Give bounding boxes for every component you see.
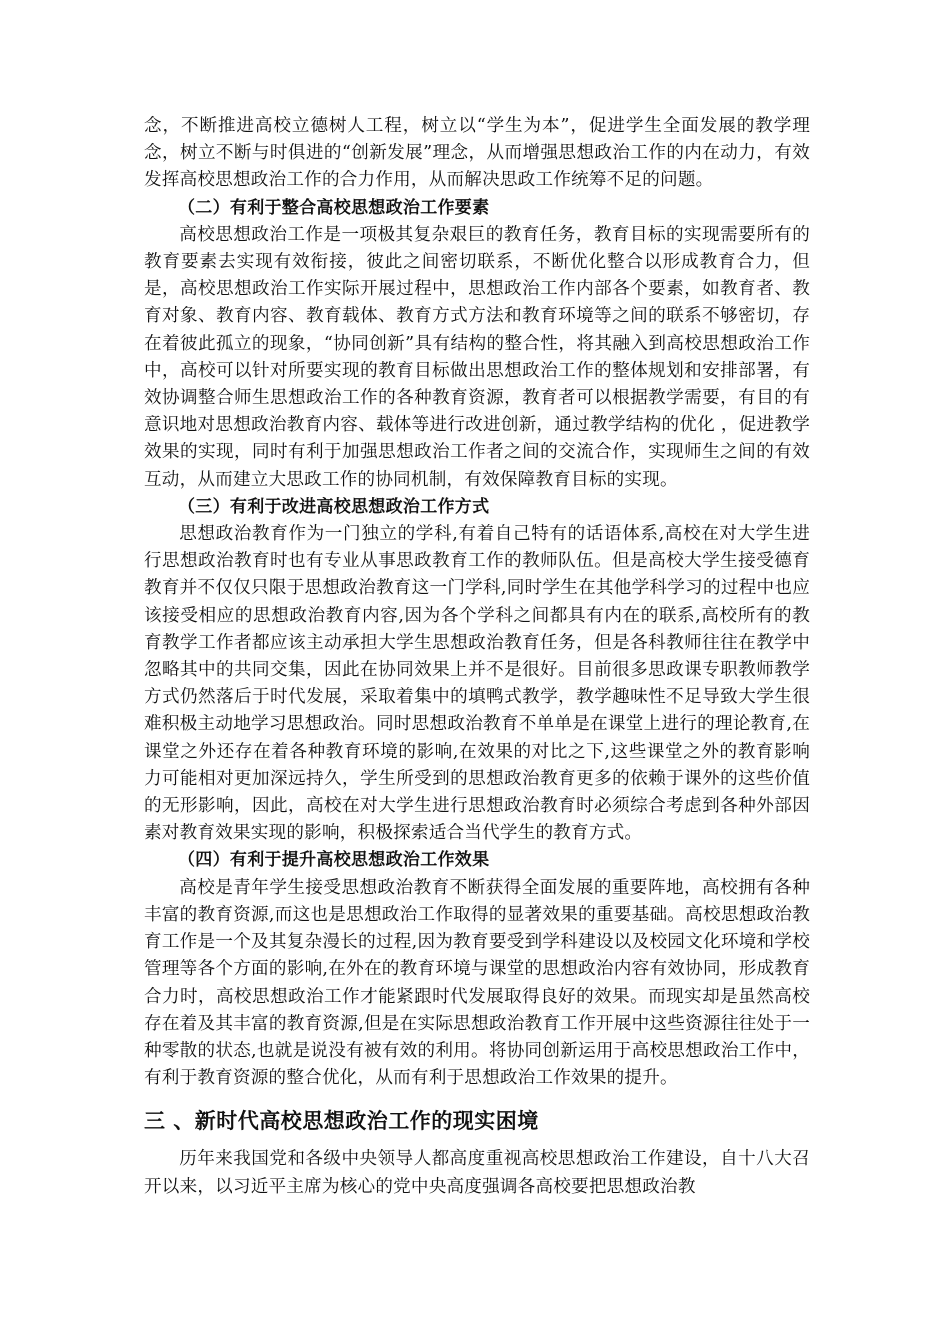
paragraph-continuation: 念，不断推进高校立德树人工程，树立以“学生为本”，促进学生全面发展的教学理念，树立不断与时俱进的“创新发展”理念，从而增强思想政治工作的内在动力，有效发挥高校思想政治工作的合力作用，从而解决思政工作统筹不足的问题。 — [144, 116, 810, 191]
paragraph-dilemma-intro: 历年来我国党和各级中央领导人都高度重视高校思想政治工作建设，自十八大召开以来，以习近平主席为核心的党中央高度强调各高校要把思想政治教 — [144, 1149, 810, 1197]
paragraph-integrate-elements: 高校思想政治工作是一项极其复杂艰巨的教育任务，教育目标的实现需要所有的教育要素去实现有效衔接，彼此之间密切联系，不断优化整合以形成教育合力，但是，高校思想政治工作实际开展过程中，思想政治工作内部各个要素，如教育者、教育对象、教育内容、教育载体、教育方式方法和教育环境等之间的联系不够密切，存在着彼此孤立的现象，“协同创新”具有结构的整合性，将其融入到高校思想政治工作中，高校可以针对所要实现的教育目标做出思想政治工作的整体规划和安排部署，有效协调整合师生思想政治工作的各种教育资源，教育者可以根据教学需要，有目的有意识地对思想政治教育内容、载体等进行改进创新，通过教学结构的优化 ，促进教学效果的实现，同时有利于加强思想政治工作者之间的交流合作，实现师生之间的有效互动，从而建立大思政工作的协同机制，有效保障教育目标的实现。 — [144, 224, 810, 490]
paragraph-enhance-effect: 高校是青年学生接受思想政治教育不断获得全面发展的重要阵地，高校拥有各种丰富的教育资源,而这也是思想政治工作取得的显著效果的重要基础。高校思想政治教育工作是一个及其复杂漫长的过程,因为教育要受到学科建设以及校园文化环境和学校管理等各个方面的影响,在外在的教育环境与课堂的思想政治内容有效协同，形成教育合力时，高校思想政治工作才能紧跟时代发展取得良好的效果。而现实却是虽然高校存在着及其丰富的教育资源,但是在实际思想政治教育工作开展中这些资源往往处于一种零散的状态,也就是说没有被有效的利用。将协同创新运用于高校思想政治工作中，有利于教育资源的整合优化，从而有利于思想政治工作效果的提升。 — [144, 877, 810, 1089]
document-body — [144, 113, 810, 1201]
section-heading-dilemma: 三 、新时代高校思想政治工作的现实困境 — [144, 1109, 539, 1134]
subheading-enhance-effect: （四）有利于提升高校思想政治工作效果 — [178, 850, 490, 871]
subheading-improve-methods: （三）有利于改进高校思想政治工作方式 — [178, 496, 490, 517]
subheading-integrate-elements: （二）有利于整合高校思想政治工作要素 — [178, 197, 490, 218]
paragraph-improve-methods: 思想政治教育作为一门独立的学科,有着自己特有的话语体系,高校在对大学生进行思想政治教育时也有专业从事思政教育工作的教师队伍。但是高校大学生接受德育教育并不仅仅只限于思想政治教育这一门学科,同时学生在其他学科学习的过程中也应该接受相应的思想政治教育内容,因为各个学科之间都具有内在的联系,高校所有的教育教学工作者都应该主动承担大学生思想政治教育任务，但是各科教师往往在教学中忽略其中的共同交集，因此在协同效果上并不是很好。目前很多思政课专职教师教学方式仍然落后于时代发展，采取着集中的填鸭式教学，教学趣味性不足导致大学生很难积极主动地学习思想政治。同时思想政治教育不单单是在课堂上进行的理论教育,在课堂之外还存在着各种教育环境的影响,在效果的对比之下,这些课堂之外的教育影响力可能相对更加深远持久，学生所受到的思想政治教育更多的依赖于课外的这些价值的无形影响，因此，高校在对大学生进行思想政治教育时必须综合考虑到各种外部因素对教育效果实现的影响，积极探索适合当代学生的教育方式。 — [144, 524, 810, 844]
